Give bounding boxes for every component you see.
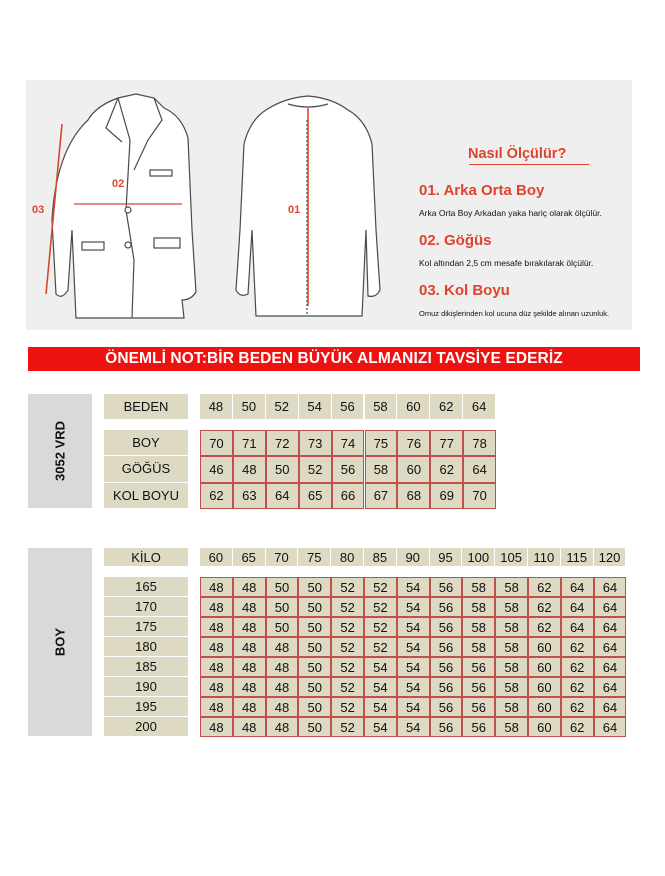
fit-cell: 52: [364, 577, 397, 597]
measurement-guide-panel: [26, 80, 632, 330]
size-row-label: BOY: [104, 430, 188, 455]
fit-cell: 54: [397, 717, 430, 737]
size-header-cell: 64: [463, 394, 495, 419]
fit-cell: 50: [266, 617, 299, 637]
fit-cell: 58: [495, 577, 528, 597]
fit-cell: 58: [495, 637, 528, 657]
size-header-cell: 54: [299, 394, 331, 419]
size-header-label: BEDEN: [104, 394, 188, 419]
fit-cell: 48: [200, 637, 233, 657]
guide-item-title: 03. Kol Boyu: [419, 282, 510, 299]
size-header-cell: 60: [397, 394, 429, 419]
fit-cell: 50: [298, 697, 331, 717]
weight-header-cell: 70: [266, 548, 298, 566]
guide-item-title: 01. Arka Orta Boy: [419, 182, 545, 199]
fit-cell: 56: [462, 717, 495, 737]
fit-cell: 48: [233, 697, 266, 717]
fit-cell: 56: [430, 697, 463, 717]
size-cell: 58: [365, 456, 398, 482]
fit-cell: 52: [331, 637, 364, 657]
size-cell: 78: [463, 430, 496, 456]
size-cell: 52: [299, 456, 332, 482]
jacket-illustration: [26, 80, 632, 330]
fit-cell: 56: [462, 657, 495, 677]
fit-cell: 50: [298, 657, 331, 677]
size-cell: 62: [200, 483, 233, 509]
fit-cell: 48: [233, 717, 266, 737]
fit-cell: 48: [200, 617, 233, 637]
size-cell: 68: [397, 483, 430, 509]
fit-header-label: KİLO: [104, 548, 188, 566]
fit-cell: 64: [594, 697, 627, 717]
size-cell: 64: [266, 483, 299, 509]
guide-item-desc: Omuz dikişlerinden kol ucuna düz şekilde alınan uzunluk.: [419, 309, 610, 318]
fit-cell: 50: [266, 597, 299, 617]
sleeve-marker: 03: [32, 204, 45, 216]
size-cell: 69: [430, 483, 463, 509]
size-cell: 75: [365, 430, 398, 456]
fit-cell: 58: [495, 657, 528, 677]
fit-cell: 64: [594, 597, 627, 617]
fit-cell: 60: [528, 677, 561, 697]
fit-cell: 54: [397, 677, 430, 697]
weight-header-cell: 100: [462, 548, 494, 566]
guide-item-title: 02. Göğüs: [419, 232, 492, 249]
weight-header-cell: 75: [298, 548, 330, 566]
size-cell: 64: [463, 456, 496, 482]
fit-cell: 58: [462, 637, 495, 657]
fit-cell: 50: [266, 577, 299, 597]
fit-cell: 62: [561, 657, 594, 677]
fit-cell: 56: [430, 677, 463, 697]
fit-cell: 64: [594, 677, 627, 697]
fit-cell: 54: [364, 677, 397, 697]
weight-header-cell: 90: [397, 548, 429, 566]
fit-cell: 54: [364, 717, 397, 737]
fit-cell: 52: [331, 697, 364, 717]
fit-cell: 58: [495, 697, 528, 717]
guide-item-desc: Arka Orta Boy Arkadan yaka hariç olarak ölçülür.: [419, 208, 602, 218]
size-cell: 72: [266, 430, 299, 456]
fit-cell: 48: [266, 657, 299, 677]
fit-cell: 48: [200, 597, 233, 617]
fit-cell: 48: [233, 677, 266, 697]
fit-cell: 48: [266, 697, 299, 717]
fit-cell: 56: [462, 677, 495, 697]
size-row-label: KOL BOYU: [104, 483, 188, 508]
size-cell: 65: [299, 483, 332, 509]
guide-heading-underline: [469, 164, 589, 165]
size-cell: 76: [397, 430, 430, 456]
size-cell: 60: [397, 456, 430, 482]
fit-cell: 52: [364, 617, 397, 637]
fit-cell: 52: [331, 617, 364, 637]
back-length-marker: 01: [288, 204, 301, 216]
weight-header-cell: 115: [561, 548, 593, 566]
fit-cell: 62: [561, 717, 594, 737]
chest-marker: 02: [112, 178, 125, 190]
fit-cell: 56: [430, 717, 463, 737]
size-header-cell: 56: [332, 394, 364, 419]
fit-cell: 64: [594, 637, 627, 657]
fit-row-label: 175: [104, 617, 188, 636]
fit-cell: 48: [266, 677, 299, 697]
size-cell: 67: [365, 483, 398, 509]
weight-header-cell: 110: [528, 548, 560, 566]
fit-row-label: 190: [104, 677, 188, 696]
fit-cell: 48: [200, 677, 233, 697]
fit-cell: 48: [233, 637, 266, 657]
size-header-cell: 58: [365, 394, 397, 419]
fit-cell: 48: [233, 657, 266, 677]
fit-cell: 48: [233, 617, 266, 637]
fit-cell: 64: [561, 597, 594, 617]
weight-header-cell: 60: [200, 548, 232, 566]
fit-cell: 48: [233, 577, 266, 597]
size-cell: 48: [233, 456, 266, 482]
fit-cell: 56: [430, 617, 463, 637]
fit-cell: 50: [298, 617, 331, 637]
fit-cell: 54: [397, 577, 430, 597]
size-cell: 50: [266, 456, 299, 482]
fit-cell: 50: [298, 577, 331, 597]
fit-cell: 52: [331, 597, 364, 617]
weight-header-cell: 65: [233, 548, 265, 566]
weight-header-cell: 80: [331, 548, 363, 566]
size-header-cell: 48: [200, 394, 232, 419]
fit-cell: 64: [594, 577, 627, 597]
size-cell: 56: [332, 456, 365, 482]
fit-cell: 58: [495, 617, 528, 637]
fit-cell: 58: [462, 617, 495, 637]
fit-cell: 62: [528, 577, 561, 597]
fit-cell: 64: [594, 617, 627, 637]
guide-heading: Nasıl Ölçülür?: [468, 146, 567, 162]
fit-cell: 56: [462, 697, 495, 717]
fit-cell: 64: [594, 717, 627, 737]
fit-cell: 52: [364, 597, 397, 617]
size-row-label: GÖĞÜS: [104, 456, 188, 481]
fit-cell: 54: [364, 657, 397, 677]
fit-cell: 56: [430, 577, 463, 597]
fit-cell: 54: [397, 657, 430, 677]
fit-table-side-text: BOY: [52, 627, 68, 657]
fit-cell: 58: [495, 717, 528, 737]
fit-cell: 62: [528, 617, 561, 637]
fit-cell: 48: [200, 577, 233, 597]
fit-cell: 50: [298, 637, 331, 657]
size-table-side-label: [28, 394, 92, 508]
fit-cell: 48: [200, 717, 233, 737]
fit-table-side-label: [28, 548, 92, 736]
fit-cell: 50: [298, 597, 331, 617]
size-cell: 77: [430, 430, 463, 456]
fit-cell: 58: [495, 677, 528, 697]
weight-header-cell: 85: [364, 548, 396, 566]
fit-cell: 54: [397, 617, 430, 637]
fit-cell: 60: [528, 697, 561, 717]
fit-cell: 54: [364, 697, 397, 717]
fit-cell: 54: [397, 597, 430, 617]
fit-row-label: 185: [104, 657, 188, 676]
fit-cell: 48: [233, 597, 266, 617]
weight-header-cell: 105: [495, 548, 527, 566]
fit-cell: 60: [528, 637, 561, 657]
weight-header-cell: 95: [430, 548, 462, 566]
fit-row-label: 195: [104, 697, 188, 716]
fit-row-label: 170: [104, 597, 188, 616]
fit-cell: 50: [298, 677, 331, 697]
notice-banner: ÖNEMLİ NOT:BİR BEDEN BÜYÜK ALMANIZI TAVSİYE EDERİZ: [28, 347, 640, 371]
size-cell: 73: [299, 430, 332, 456]
fit-cell: 52: [331, 677, 364, 697]
fit-cell: 52: [331, 717, 364, 737]
fit-cell: 54: [397, 697, 430, 717]
fit-cell: 54: [397, 637, 430, 657]
fit-cell: 52: [331, 577, 364, 597]
fit-cell: 64: [561, 577, 594, 597]
fit-cell: 50: [298, 717, 331, 737]
fit-cell: 62: [561, 697, 594, 717]
fit-cell: 60: [528, 657, 561, 677]
fit-cell: 56: [430, 637, 463, 657]
fit-cell: 64: [561, 617, 594, 637]
fit-cell: 58: [462, 577, 495, 597]
fit-cell: 64: [594, 657, 627, 677]
fit-cell: 58: [462, 597, 495, 617]
size-header-cell: 52: [266, 394, 298, 419]
fit-cell: 48: [266, 717, 299, 737]
fit-cell: 56: [430, 657, 463, 677]
fit-cell: 62: [561, 677, 594, 697]
fit-row-label: 165: [104, 577, 188, 596]
size-cell: 70: [200, 430, 233, 456]
size-table-side-text: 3052 VRD: [52, 421, 68, 481]
size-cell: 71: [233, 430, 266, 456]
fit-cell: 52: [331, 657, 364, 677]
fit-cell: 52: [364, 637, 397, 657]
fit-cell: 56: [430, 597, 463, 617]
fit-row-label: 200: [104, 717, 188, 736]
fit-cell: 48: [200, 697, 233, 717]
size-header-cell: 62: [430, 394, 462, 419]
fit-cell: 60: [528, 717, 561, 737]
fit-row-label: 180: [104, 637, 188, 656]
size-cell: 66: [332, 483, 365, 509]
size-cell: 46: [200, 456, 233, 482]
guide-item-desc: Kol altından 2,5 cm mesafe bırakılarak ölçülür.: [419, 258, 594, 268]
fit-cell: 48: [200, 657, 233, 677]
size-cell: 70: [463, 483, 496, 509]
weight-header-cell: 120: [594, 548, 626, 566]
size-header-cell: 50: [233, 394, 265, 419]
fit-cell: 58: [495, 597, 528, 617]
fit-cell: 62: [561, 637, 594, 657]
fit-cell: 48: [266, 637, 299, 657]
size-cell: 74: [332, 430, 365, 456]
size-cell: 63: [233, 483, 266, 509]
size-cell: 62: [430, 456, 463, 482]
fit-cell: 62: [528, 597, 561, 617]
